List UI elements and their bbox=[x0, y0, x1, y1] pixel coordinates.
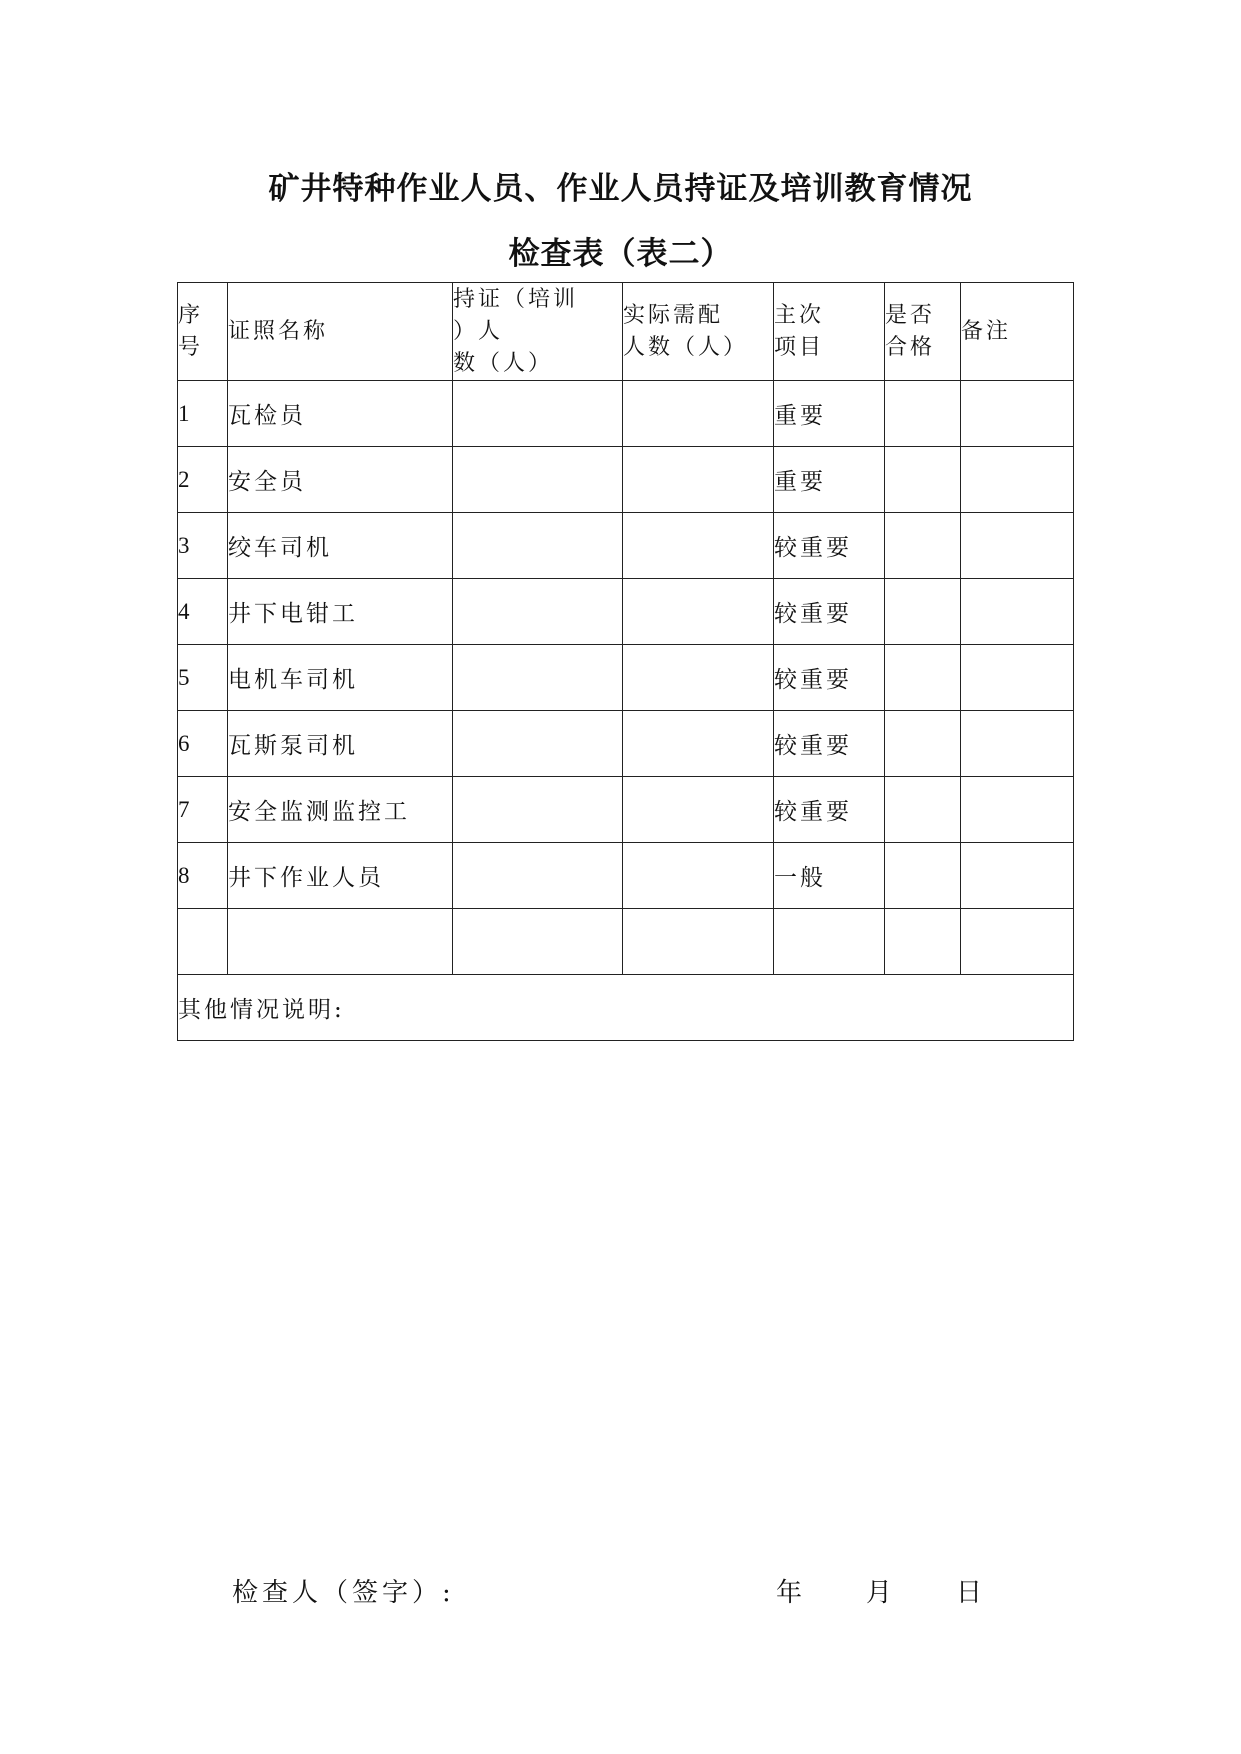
header-required-line: 人数（人） bbox=[623, 334, 749, 360]
row-required-cell[interactable] bbox=[623, 711, 774, 777]
date-day-label: 日 bbox=[956, 1578, 987, 1608]
row-cert-name[interactable] bbox=[228, 909, 453, 975]
inspector-signature-label: 检查人（签字）: bbox=[232, 1578, 455, 1608]
row-priority: 较重要 bbox=[774, 645, 885, 711]
table-row bbox=[178, 579, 1074, 645]
row-cert-name: 安全监测监控工 bbox=[228, 777, 453, 843]
row-certified-cell[interactable] bbox=[453, 513, 623, 579]
row-priority[interactable] bbox=[774, 909, 885, 975]
row-certified-cell[interactable] bbox=[453, 843, 623, 909]
row-certified-cell[interactable] bbox=[453, 579, 623, 645]
row-required-cell[interactable] bbox=[623, 579, 774, 645]
header-certified-line: ）人 bbox=[453, 318, 504, 344]
header-remark: 备注 bbox=[961, 283, 1074, 381]
row-qualified-cell[interactable] bbox=[885, 909, 961, 975]
header-required-count bbox=[623, 283, 774, 381]
row-certified-cell[interactable] bbox=[453, 777, 623, 843]
row-seq: 6 bbox=[178, 711, 228, 777]
row-remark-cell[interactable] bbox=[961, 909, 1074, 975]
row-priority: 重要 bbox=[774, 447, 885, 513]
row-seq[interactable] bbox=[178, 909, 228, 975]
row-certified-cell[interactable] bbox=[453, 645, 623, 711]
table-row bbox=[178, 777, 1074, 843]
row-certified-cell[interactable] bbox=[453, 447, 623, 513]
row-qualified-cell[interactable] bbox=[885, 777, 961, 843]
row-qualified-cell[interactable] bbox=[885, 579, 961, 645]
row-required-cell[interactable] bbox=[623, 381, 774, 447]
header-qualified bbox=[885, 283, 961, 381]
row-seq: 2 bbox=[178, 447, 228, 513]
row-remark-cell[interactable] bbox=[961, 447, 1074, 513]
row-remark-cell[interactable] bbox=[961, 777, 1074, 843]
row-cert-name: 绞车司机 bbox=[228, 513, 453, 579]
row-priority: 一般 bbox=[774, 843, 885, 909]
header-required-line: 实际需配 bbox=[623, 302, 724, 328]
row-seq: 1 bbox=[178, 381, 228, 447]
header-qualified-line: 是否 bbox=[885, 302, 936, 328]
row-cert-name: 安全员 bbox=[228, 447, 453, 513]
row-priority: 较重要 bbox=[774, 777, 885, 843]
row-qualified-cell[interactable] bbox=[885, 645, 961, 711]
row-priority: 重要 bbox=[774, 381, 885, 447]
row-required-cell[interactable] bbox=[623, 843, 774, 909]
row-remark-cell[interactable] bbox=[961, 513, 1074, 579]
row-seq: 4 bbox=[178, 579, 228, 645]
table-row bbox=[178, 711, 1074, 777]
row-certified-cell[interactable] bbox=[453, 909, 623, 975]
row-seq: 8 bbox=[178, 843, 228, 909]
row-qualified-cell[interactable] bbox=[885, 513, 961, 579]
document-subtitle: 检查表（表二） bbox=[508, 236, 733, 272]
row-qualified-cell[interactable] bbox=[885, 381, 961, 447]
row-required-cell[interactable] bbox=[623, 777, 774, 843]
row-remark-cell[interactable] bbox=[961, 843, 1074, 909]
inspection-table bbox=[177, 282, 1074, 1041]
row-seq: 7 bbox=[178, 777, 228, 843]
row-cert-name: 井下电钳工 bbox=[228, 579, 453, 645]
row-qualified-cell[interactable] bbox=[885, 447, 961, 513]
table-row bbox=[178, 645, 1074, 711]
header-seq-line: 序 bbox=[178, 302, 204, 328]
row-seq: 5 bbox=[178, 645, 228, 711]
header-certified-count bbox=[453, 283, 623, 381]
other-notes-area[interactable] bbox=[178, 975, 1074, 1041]
row-remark-cell[interactable] bbox=[961, 579, 1074, 645]
header-certified-line: 持证（培训 bbox=[453, 286, 579, 312]
table-row bbox=[178, 513, 1074, 579]
row-remark-cell[interactable] bbox=[961, 381, 1074, 447]
date-month-label: 月 bbox=[866, 1578, 897, 1608]
header-qualified-line: 合格 bbox=[885, 334, 936, 360]
row-certified-cell[interactable] bbox=[453, 711, 623, 777]
header-certified-line: 数（人） bbox=[453, 350, 554, 376]
table-row bbox=[178, 843, 1074, 909]
date-year-label: 年 bbox=[776, 1578, 807, 1608]
document-title: 矿井特种作业人员、作业人员持证及培训教育情况 bbox=[268, 171, 973, 207]
row-cert-name: 瓦检员 bbox=[228, 381, 453, 447]
row-priority: 较重要 bbox=[774, 513, 885, 579]
other-notes-label: 其他情况说明: bbox=[178, 997, 345, 1023]
header-priority-line: 项目 bbox=[774, 334, 825, 360]
row-required-cell[interactable] bbox=[623, 645, 774, 711]
row-required-cell[interactable] bbox=[623, 513, 774, 579]
row-priority: 较重要 bbox=[774, 579, 885, 645]
row-cert-name: 井下作业人员 bbox=[228, 843, 453, 909]
row-remark-cell[interactable] bbox=[961, 645, 1074, 711]
header-priority-line: 主次 bbox=[774, 302, 825, 328]
header-seq bbox=[178, 283, 228, 381]
row-remark-cell[interactable] bbox=[961, 711, 1074, 777]
row-seq: 3 bbox=[178, 513, 228, 579]
notes-row bbox=[178, 975, 1074, 1041]
row-certified-cell[interactable] bbox=[453, 381, 623, 447]
row-cert-name: 瓦斯泵司机 bbox=[228, 711, 453, 777]
table-row-empty bbox=[178, 909, 1074, 975]
table-row bbox=[178, 447, 1074, 513]
row-qualified-cell[interactable] bbox=[885, 843, 961, 909]
header-seq-line: 号 bbox=[178, 334, 204, 360]
table-header-row bbox=[178, 283, 1074, 381]
row-qualified-cell[interactable] bbox=[885, 711, 961, 777]
header-priority bbox=[774, 283, 885, 381]
row-required-cell[interactable] bbox=[623, 447, 774, 513]
row-priority: 较重要 bbox=[774, 711, 885, 777]
row-required-cell[interactable] bbox=[623, 909, 774, 975]
table-row bbox=[178, 381, 1074, 447]
header-cert-name: 证照名称 bbox=[228, 283, 453, 381]
row-cert-name: 电机车司机 bbox=[228, 645, 453, 711]
